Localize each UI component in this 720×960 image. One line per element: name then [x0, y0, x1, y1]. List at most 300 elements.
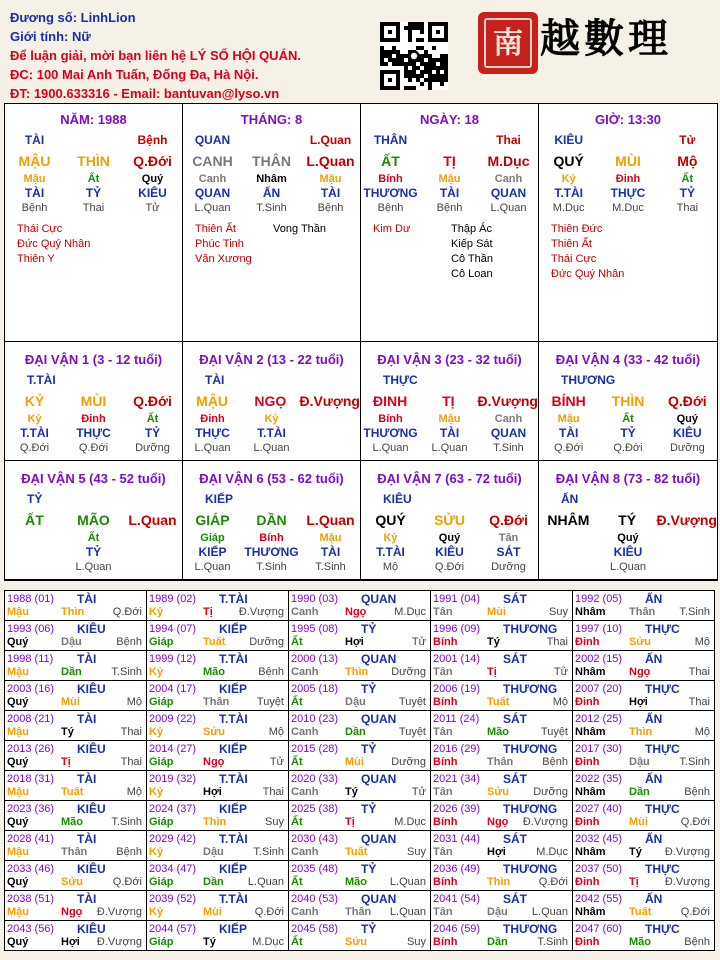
year-god: SÁT	[503, 832, 527, 846]
year-stem: Kỷ	[149, 786, 164, 798]
pillar-big-row	[539, 150, 717, 172]
year-cell	[431, 771, 573, 801]
dai-van-stem: Quý	[438, 532, 461, 544]
year-stem: Mậu	[7, 726, 29, 738]
year-cell	[147, 591, 289, 621]
year-branch: Mão	[345, 876, 367, 888]
pillar-stems-item: Ất	[681, 173, 694, 185]
year-phase: Mộ	[126, 696, 142, 708]
year-stem: Quý	[7, 636, 29, 648]
year-label: 2014 (27)	[149, 743, 197, 755]
dai-van-phase-row	[183, 441, 360, 456]
year-phase: Mộ	[694, 726, 710, 738]
dai-van-phase: T.Sinh	[493, 442, 524, 454]
dai-van-god-item: TÀI	[439, 426, 460, 440]
year-god: TÀI	[77, 832, 97, 846]
pillar-phases-item: Bệnh	[377, 202, 404, 214]
year-phase: M.Dục	[252, 936, 284, 948]
header-line: Để luận giải, mời bạn liên hệ LÝ SỐ HỘI QUÁN.	[10, 48, 301, 63]
dai-van-phase	[539, 560, 598, 575]
year-phase: Thai	[546, 636, 568, 648]
year-label: 2002 (15)	[575, 653, 623, 665]
year-cell	[289, 861, 431, 891]
year-cell	[431, 921, 573, 951]
year-label: 1991 (04)	[433, 593, 481, 605]
year-stem: Bính	[433, 696, 458, 708]
pillar-top-item: TÀI	[24, 133, 45, 147]
dai-van-stem: Đinh	[200, 413, 225, 425]
pillar-phases-item: L.Quan	[194, 202, 231, 214]
year-cell	[5, 681, 147, 711]
pillar-gods-item: THỰC	[610, 186, 646, 200]
year-cell	[5, 591, 147, 621]
year-god: TÀI	[77, 652, 97, 666]
year-cell	[573, 681, 715, 711]
pillar-big-item: ẤT	[381, 153, 400, 169]
year-label: 2035 (48)	[291, 863, 339, 875]
year-phase: Đ.Vượng	[664, 876, 710, 888]
pillar-top-item: Bệnh	[137, 133, 168, 147]
year-branch: Hợi	[345, 636, 364, 648]
year-phase: Q.Đới	[680, 906, 710, 918]
year-phase: Đ.Vượng	[664, 846, 710, 858]
dai-van-2	[183, 342, 361, 461]
pillar-gods-item: TỶ	[679, 186, 695, 200]
year-branch: Dần	[345, 726, 366, 738]
year-cell	[147, 921, 289, 951]
year-cell	[5, 831, 147, 861]
year-branch: Mão	[203, 666, 225, 678]
year-branch: Hợi	[629, 696, 648, 708]
year-stem: Nhâm	[575, 786, 606, 798]
pillar-big-item: Q.Đới	[133, 153, 172, 169]
year-god: ẤN	[645, 712, 663, 726]
year-stem: Kỷ	[149, 606, 164, 618]
year-stem: Đinh	[575, 696, 600, 708]
year-god: KIẾP	[219, 922, 248, 936]
year-cell	[147, 771, 289, 801]
year-cell	[431, 831, 573, 861]
year-branch: Dậu	[61, 636, 82, 648]
year-label: 2041 (54)	[433, 893, 481, 905]
dai-van-pillar-item: NHÂM	[547, 512, 590, 528]
dai-van-pillar-row	[539, 390, 717, 412]
pillar-top-item: Thai	[496, 133, 521, 147]
year-phase: Mộ	[694, 636, 710, 648]
pillar-top-row	[5, 130, 182, 150]
star-label: Thiên Ất	[195, 223, 236, 235]
year-branch: Mùi	[629, 816, 648, 828]
year-label: 1995 (08)	[291, 623, 339, 635]
year-branch: Hợi	[203, 786, 222, 798]
dai-van-title: ĐẠI VẬN 5 (43 - 52 tuổi)	[21, 471, 166, 486]
year-phase: T.Sinh	[111, 666, 142, 678]
year-label: 2029 (42)	[149, 833, 197, 845]
year-cell	[289, 681, 431, 711]
pillar-big-item: MẬU	[18, 153, 51, 169]
pillar-gods-item: QUAN	[490, 186, 527, 200]
year-label: 2028 (41)	[7, 833, 55, 845]
pillar-stems-item: Đinh	[615, 173, 641, 185]
dai-van-god-item	[301, 426, 360, 441]
year-stem: Ất	[291, 816, 303, 828]
dai-van-title: ĐẠI VẬN 1 (3 - 12 tuổi)	[24, 352, 163, 367]
year-god: THỰC	[645, 862, 680, 876]
year-phase: Đ.Vượng	[96, 906, 142, 918]
year-label: 2005 (18)	[291, 683, 339, 695]
year-phase: Đ.Vượng	[238, 606, 284, 618]
pillar-stems-item: Ất	[87, 173, 100, 185]
year-god: SÁT	[503, 652, 527, 666]
year-god: TÀI	[77, 712, 97, 726]
pillar-stems-item: Nhâm	[256, 173, 287, 185]
year-phase: T.Sinh	[253, 846, 284, 858]
dai-van-god-item: THỰC	[195, 426, 230, 440]
pillar-phases-row	[183, 201, 360, 216]
year-branch: Mão	[61, 816, 83, 828]
dai-van-god-item: T.TÀI	[376, 545, 405, 559]
dai-van-phase: T.Sinh	[256, 561, 287, 573]
year-phase: Bệnh	[684, 936, 710, 948]
star-label: Vong Thần	[273, 223, 327, 235]
year-god: KIẾP	[219, 622, 248, 636]
year-label: 2036 (49)	[433, 863, 481, 875]
year-god: KIÊU	[77, 862, 106, 876]
dai-van-phase-row	[361, 441, 538, 456]
dai-van-stem: Mậu	[319, 532, 342, 544]
dai-van-pillar-row	[361, 509, 538, 531]
dai-van-god-item: KIÊU	[435, 545, 464, 559]
qr-code-icon	[380, 22, 448, 90]
year-god: QUAN	[361, 772, 397, 786]
star-label: Văn Xương	[195, 253, 252, 265]
dai-van-phase: Mộ	[382, 561, 399, 573]
pillar-stems-item: Quý	[141, 173, 164, 185]
dai-van-pillar-item: DẦN	[256, 512, 287, 528]
year-branch: Thân	[61, 846, 88, 858]
year-cell	[573, 621, 715, 651]
year-phase: Thai	[688, 666, 710, 678]
dai-van-gods-row	[539, 545, 717, 560]
year-cell	[431, 711, 573, 741]
dai-van-stem: Đinh	[81, 413, 106, 425]
year-branch: Thìn	[61, 606, 85, 618]
year-label: 2042 (55)	[575, 893, 623, 905]
year-label: 2043 (56)	[7, 923, 55, 935]
year-cell	[147, 711, 289, 741]
pillar-big-item: TỊ	[443, 153, 456, 169]
star-label: Đức Quý Nhân	[17, 238, 91, 250]
year-cell	[147, 741, 289, 771]
year-phase: Q.Đới	[680, 816, 710, 828]
year-god: ẤN	[645, 652, 663, 666]
year-phase: Q.Đới	[254, 906, 284, 918]
pillar-gods-row	[361, 186, 538, 201]
year-branch: Thân	[203, 696, 230, 708]
year-branch: Hợi	[487, 846, 506, 858]
year-stem: Mậu	[7, 846, 29, 858]
year-cell	[289, 741, 431, 771]
pillar-big-item: THÌN	[77, 153, 110, 169]
year-stem: Tân	[433, 906, 453, 918]
dai-van-phase: Q.Đới	[554, 442, 584, 454]
dai-van-god-item: TỶ	[144, 426, 161, 440]
year-label: 2022 (35)	[575, 773, 623, 785]
pillar-top-item: KIÊU	[554, 133, 583, 147]
year-cell	[147, 891, 289, 921]
year-cell	[289, 621, 431, 651]
year-label: 2037 (50)	[575, 863, 623, 875]
dai-van-god-item: THỰC	[76, 426, 111, 440]
dai-van-stem: Giáp	[200, 532, 225, 544]
year-god: SÁT	[503, 592, 527, 606]
pillar-3	[539, 104, 717, 342]
dai-van-god-item: TỶ	[85, 545, 102, 559]
year-phase: Suy	[549, 606, 568, 618]
year-god: THỰC	[645, 622, 680, 636]
year-cell	[431, 741, 573, 771]
year-stem: Kỷ	[149, 726, 164, 738]
year-phase: Đ.Vượng	[522, 816, 568, 828]
year-branch: Tị	[345, 816, 355, 828]
year-stem: Tân	[433, 726, 453, 738]
year-stem: Đinh	[575, 936, 600, 948]
dai-van-phase	[5, 560, 64, 575]
year-stem: Kỷ	[149, 666, 164, 678]
year-phase: L.Quan	[247, 876, 284, 888]
year-phase: M.Dục	[394, 816, 426, 828]
pillar-top-item	[420, 130, 479, 150]
pillar-gods-item: TÀI	[320, 186, 341, 200]
year-label: 1996 (09)	[433, 623, 481, 635]
dai-van-god-item	[123, 545, 182, 560]
year-phase: Đ.Vượng	[96, 936, 142, 948]
pillar-top-item	[64, 130, 123, 150]
year-cell	[573, 651, 715, 681]
dai-van-gods-row	[5, 426, 182, 441]
dai-van-phase: Dưỡng	[669, 442, 705, 454]
pillar-title: NGÀY: 18	[420, 112, 479, 127]
dai-van-gods-row	[183, 426, 360, 441]
year-god: TỶ	[361, 622, 377, 636]
year-phase: Thai	[120, 756, 142, 768]
dai-van-god: THỰC	[383, 373, 418, 387]
year-phase: Suy	[407, 936, 426, 948]
year-stem: Mậu	[7, 666, 29, 678]
year-cell	[289, 651, 431, 681]
year-cell	[147, 621, 289, 651]
year-stem: Quý	[7, 816, 29, 828]
year-cell	[573, 891, 715, 921]
year-phase: Dưỡng	[533, 786, 568, 798]
dai-van-pillar-item: Q.Đới	[133, 393, 172, 409]
dai-van-title: ĐẠI VẬN 4 (33 - 42 tuổi)	[555, 352, 701, 367]
year-branch: Ngọ	[203, 756, 225, 768]
dai-van-pillar-item: NGỌ	[254, 393, 287, 409]
year-stem: Nhâm	[575, 726, 606, 738]
dai-van-god-item: KIÊU	[672, 426, 702, 440]
dai-van-god-item: TÀI	[558, 426, 579, 440]
year-phase: Bệnh	[258, 666, 284, 678]
year-cell	[289, 891, 431, 921]
year-branch: Hợi	[61, 936, 80, 948]
dai-van-stem: Tân	[498, 532, 519, 544]
dai-van-stem: Kỷ	[264, 413, 279, 425]
year-cell	[573, 771, 715, 801]
dai-van-6	[183, 461, 361, 580]
dai-van-stems-row	[5, 412, 182, 426]
dai-van-stem: Ất	[146, 413, 159, 425]
year-god: THỰC	[645, 922, 680, 936]
dai-van-god-item	[5, 545, 64, 560]
year-god: TÀI	[77, 892, 97, 906]
dai-van-god-item: QUAN	[490, 426, 527, 440]
year-stem: Ất	[291, 936, 303, 948]
year-cell	[147, 831, 289, 861]
year-label: 2024 (37)	[149, 803, 197, 815]
year-phase: L.Quan	[389, 906, 426, 918]
header-line: ĐT: 1900.633316 - Email: bantuvan@lyso.vn	[10, 86, 280, 101]
year-phase: Tử	[411, 636, 426, 648]
year-label: 2031 (44)	[433, 833, 481, 845]
year-label: 2023 (36)	[7, 803, 55, 815]
year-label: 2047 (60)	[575, 923, 623, 935]
year-label: 2011 (24)	[433, 713, 480, 725]
dai-van-phase: Q.Đới	[78, 442, 109, 454]
year-cell	[5, 801, 147, 831]
year-branch: Sửu	[487, 786, 510, 798]
year-label: 2000 (13)	[291, 653, 339, 665]
dai-van-stem: Quý	[617, 532, 639, 544]
year-label: 2033 (46)	[7, 863, 55, 875]
year-god: QUAN	[361, 892, 397, 906]
pillar-stems-row	[361, 172, 538, 186]
pillar-stars	[5, 222, 182, 332]
pillar-top-row	[361, 130, 538, 150]
year-god: QUAN	[361, 712, 397, 726]
dai-van-pillar-item: TÝ	[618, 512, 637, 528]
year-branch: Tị	[61, 756, 71, 768]
dai-van-pillar-item: TỊ	[442, 393, 455, 409]
year-label: 2006 (19)	[433, 683, 481, 695]
header-line: Giới tính: Nữ	[10, 29, 91, 44]
year-god: THƯƠNG	[503, 802, 558, 816]
year-branch: Thìn	[487, 876, 511, 888]
year-cell	[289, 771, 431, 801]
pillar-phases-item: M.Dục	[612, 202, 644, 214]
year-phase: Bệnh	[116, 636, 142, 648]
year-phase: L.Quan	[389, 876, 426, 888]
star-label: Đức Quý Nhân	[551, 268, 625, 280]
dai-van-phase-row	[5, 441, 182, 456]
pillar-big-item: M.Dục	[487, 153, 530, 169]
year-god: KIÊU	[77, 922, 106, 936]
year-branch: Mùi	[203, 906, 222, 918]
year-stem: Tân	[433, 606, 453, 618]
dai-van-pillar-item: KỶ	[24, 393, 45, 409]
dai-van-stems-row	[539, 412, 717, 426]
year-god: TỶ	[361, 682, 377, 696]
year-stem: Giáp	[149, 636, 174, 648]
dai-van-pillar-row	[539, 509, 717, 531]
year-branch: Sửu	[345, 936, 368, 948]
stars-column	[551, 222, 624, 282]
year-stem: Tân	[433, 846, 453, 858]
pillar-gods-item: TỶ	[85, 186, 102, 200]
dai-van-title: ĐẠI VẬN 3 (23 - 32 tuổi)	[377, 352, 522, 367]
year-god: KIÊU	[77, 682, 106, 696]
year-stem: Tân	[433, 786, 453, 798]
year-god: T.TÀI	[219, 592, 248, 606]
dai-van-phase	[301, 441, 360, 456]
year-branch: Dần	[487, 936, 508, 948]
seal-stamp	[478, 12, 538, 74]
brand-logo: 越數理	[540, 15, 672, 62]
pillar-2	[361, 104, 539, 342]
year-branch: Tuất	[629, 906, 652, 918]
year-cell	[431, 891, 573, 921]
year-phase: Dưỡng	[249, 636, 284, 648]
dai-van-stems-row	[183, 531, 360, 545]
dai-van-pillar-row	[183, 509, 360, 531]
pillar-stems-item: Canh	[198, 173, 227, 185]
year-phase: T.Sinh	[111, 816, 142, 828]
year-god: THỰC	[645, 682, 680, 696]
dai-van-stem: Kỷ	[27, 413, 42, 425]
year-label: 2030 (43)	[291, 833, 339, 845]
pillar-stems-item: Mậu	[438, 173, 461, 185]
dai-van-phase: T.Sinh	[315, 561, 346, 573]
dai-van-pillar-item: SỬU	[433, 512, 466, 528]
pillar-top-item: THÂN	[373, 133, 408, 147]
year-cell	[5, 711, 147, 741]
year-stem: Bính	[433, 816, 458, 828]
year-stem: Ất	[291, 636, 303, 648]
dai-van-title: ĐẠI VẬN 6 (53 - 62 tuổi)	[199, 471, 344, 486]
pillar-top-item	[242, 130, 301, 150]
pillar-gods-item: ẤN	[262, 186, 281, 200]
dai-van-phase: Q.Đới	[613, 442, 643, 454]
year-stem: Giáp	[149, 936, 174, 948]
year-label: 2008 (21)	[7, 713, 55, 725]
dai-van-phase: L.Quan	[194, 561, 231, 573]
dai-van-pillar-item: MẬU	[196, 393, 229, 409]
pillar-phases-item: T.Sinh	[256, 202, 287, 214]
year-label: 2009 (22)	[149, 713, 197, 725]
dai-van-5	[5, 461, 183, 580]
pillar-title: GIỜ: 13:30	[594, 112, 661, 127]
year-phase: Thai	[262, 786, 284, 798]
year-branch: Tị	[487, 666, 497, 678]
year-stem: Đinh	[575, 816, 600, 828]
year-cell	[147, 681, 289, 711]
pillar-stars	[539, 222, 717, 332]
year-phase: Tuyệt	[540, 726, 568, 738]
year-branch: Dậu	[203, 846, 224, 858]
pillar-big-row	[361, 150, 538, 172]
star-label: Thiên Đức	[551, 223, 603, 235]
dai-van-phase: L.Quan	[372, 442, 409, 454]
year-stem: Canh	[291, 666, 319, 678]
year-god: THƯƠNG	[503, 742, 558, 756]
year-label: 2026 (39)	[433, 803, 481, 815]
pillar-phases-item: Thai	[82, 202, 105, 214]
pillar-stems-item: Mậu	[319, 173, 342, 185]
year-label: 2004 (17)	[149, 683, 197, 695]
year-phase: Mộ	[126, 786, 142, 798]
dai-van-god-item: KIẾP	[198, 545, 227, 559]
dai-van-pillar-item: MÙI	[80, 393, 107, 409]
